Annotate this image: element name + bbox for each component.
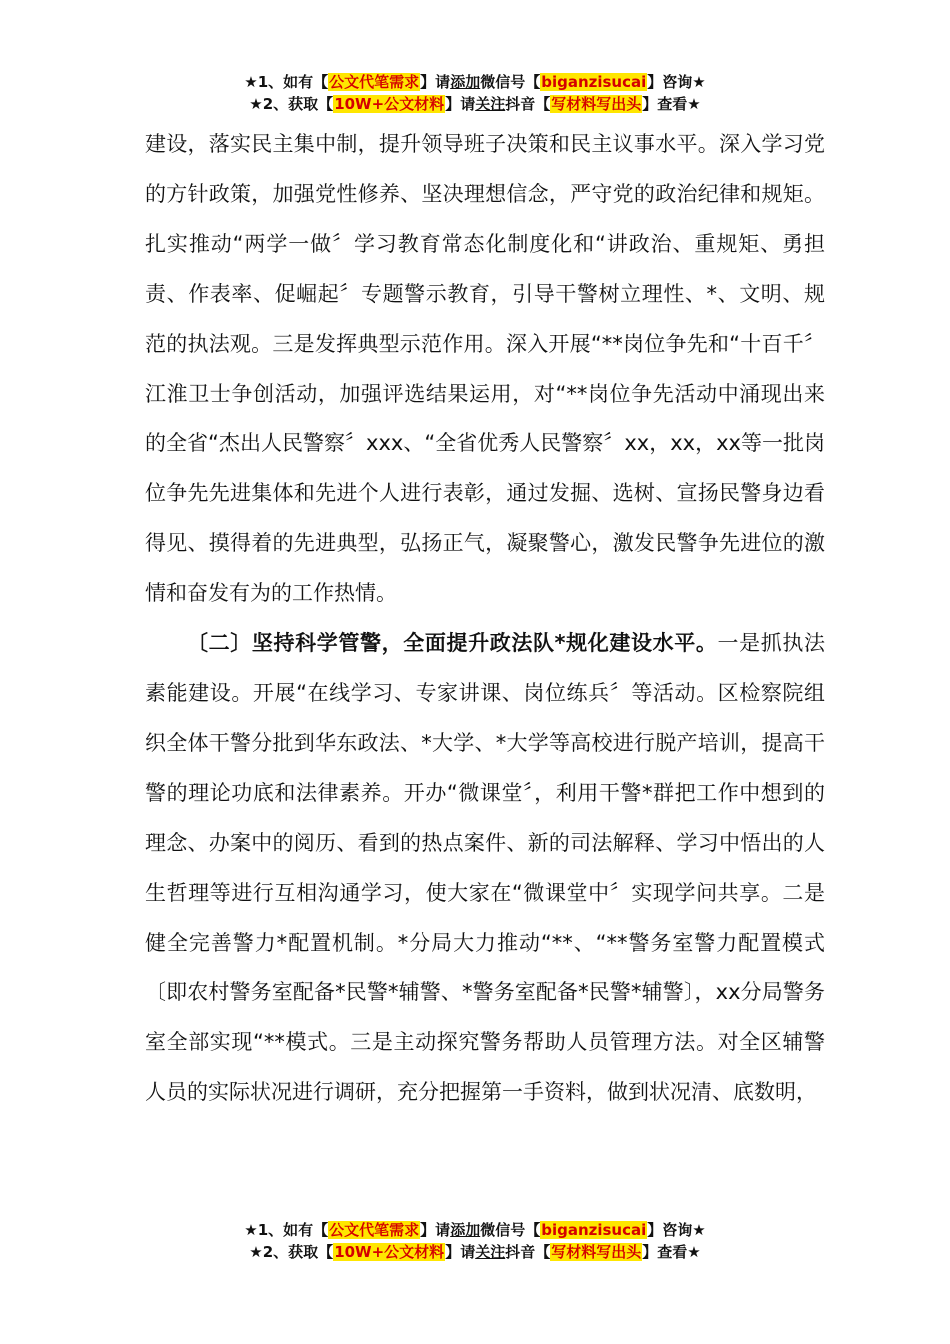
header-banner xyxy=(0,71,950,115)
banner-text: 抖音【 xyxy=(505,95,551,113)
banner-text: 】请 xyxy=(445,1243,476,1261)
banner-text: 】请 xyxy=(420,1221,451,1239)
paragraph-2 xyxy=(145,619,825,1118)
highlight-douyin: 写材料写出头 xyxy=(551,1243,642,1261)
banner-text: 】咨询★ xyxy=(647,73,706,91)
banner-text: 】查看★ xyxy=(642,95,701,113)
banner-line-2 xyxy=(0,1241,950,1263)
footer-banner xyxy=(0,1219,950,1263)
paragraph-2-body: 一是抓执法素能建设。开展“在线学习、专家讲课、岗位练兵〞等活动。区检察院组织全体干警分批到华东政法、*大学、*大学等高校进行脱产培训，提高干警的理论功底和法律素养。开办“微课堂〞，利用干警*群把工作中想到的理念、办案中的阅历、看到的热点案件、新的司法解释、学习中悟出的人生哲理等进行互相沟通学习，使大家在“微课堂中〞实现学问共享。二是健全完善警力*配置机制。*分局大力推动“**、“**警务室警力配置模式〔即农村警务室配备*民警*辅警、*警务室配备*民警*辅警〕，xx分局警务室全部实现“**模式。三是主动探究警务帮助人员管理方法。对全区辅警人员的实际状况进行调研，充分把握第一手资料，做到状况清、底数明， xyxy=(145,631,826,1105)
banner-text: ★1、如有【 xyxy=(244,73,329,91)
banner-emphasis: 关注 xyxy=(475,95,506,113)
banner-emphasis: 添加 xyxy=(450,1221,481,1239)
highlight-service: 公文代笔需求 xyxy=(329,1221,420,1239)
highlight-douyin: 写材料写出头 xyxy=(551,95,642,113)
banner-line-1 xyxy=(0,1219,950,1241)
banner-text: ★2、获取【 xyxy=(249,1243,334,1261)
banner-emphasis: 关注 xyxy=(475,1243,506,1261)
paragraph-1: 建设，落实民主集中制，提升领导班子决策和民主议事水平。深入学习党的方针政策，加强党性修养、坚决理想信念，严守党的政治纪律和规矩。扎实推动“两学一做〞学习教育常态化制度化和“讲政治、重规矩、勇担责、作表率、促崛起〞专题警示教育，引导干警树立理性、*、文明、规范的执法观。三是发挥典型示范作用。深入开展“**岗位争先和“十百千〞江淮卫士争创活动，加强评选结果运用，对“**岗位争先活动中涌现出来的全省“杰出人民警察〞xxx、“全省优秀人民警察〞xx，xx，xx等一批岗位争先先进集体和先进个人进行表彰，通过发掘、选树、宣扬民警身边看得见、摸得着的先进典型，弘扬正气，凝聚警心，激发民警争先进位的激情和奋发有为的工作热情。 xyxy=(145,132,825,606)
banner-text: 】请 xyxy=(420,73,451,91)
highlight-materials: 10W+公文材料 xyxy=(334,95,445,113)
section-heading: 〔二〕坚持科学管警，全面提升政法队*规化建设水平。 xyxy=(187,631,718,656)
banner-emphasis: 添加 xyxy=(450,73,481,91)
highlight-wechat-id: biganzisucai xyxy=(541,1221,647,1239)
banner-text: ★1、如有【 xyxy=(244,1221,329,1239)
highlight-service: 公文代笔需求 xyxy=(329,73,420,91)
banner-text: 抖音【 xyxy=(505,1243,551,1261)
banner-text: 微信号【 xyxy=(480,1221,541,1239)
banner-text: 】咨询★ xyxy=(647,1221,706,1239)
banner-text: 微信号【 xyxy=(480,73,541,91)
banner-text: ★2、获取【 xyxy=(249,95,334,113)
banner-line-1 xyxy=(0,71,950,93)
banner-text: 】请 xyxy=(445,95,476,113)
highlight-materials: 10W+公文材料 xyxy=(334,1243,445,1261)
banner-text: 】查看★ xyxy=(642,1243,701,1261)
banner-line-2 xyxy=(0,93,950,115)
highlight-wechat-id: biganzisucai xyxy=(541,73,647,91)
document-body xyxy=(145,120,825,1118)
